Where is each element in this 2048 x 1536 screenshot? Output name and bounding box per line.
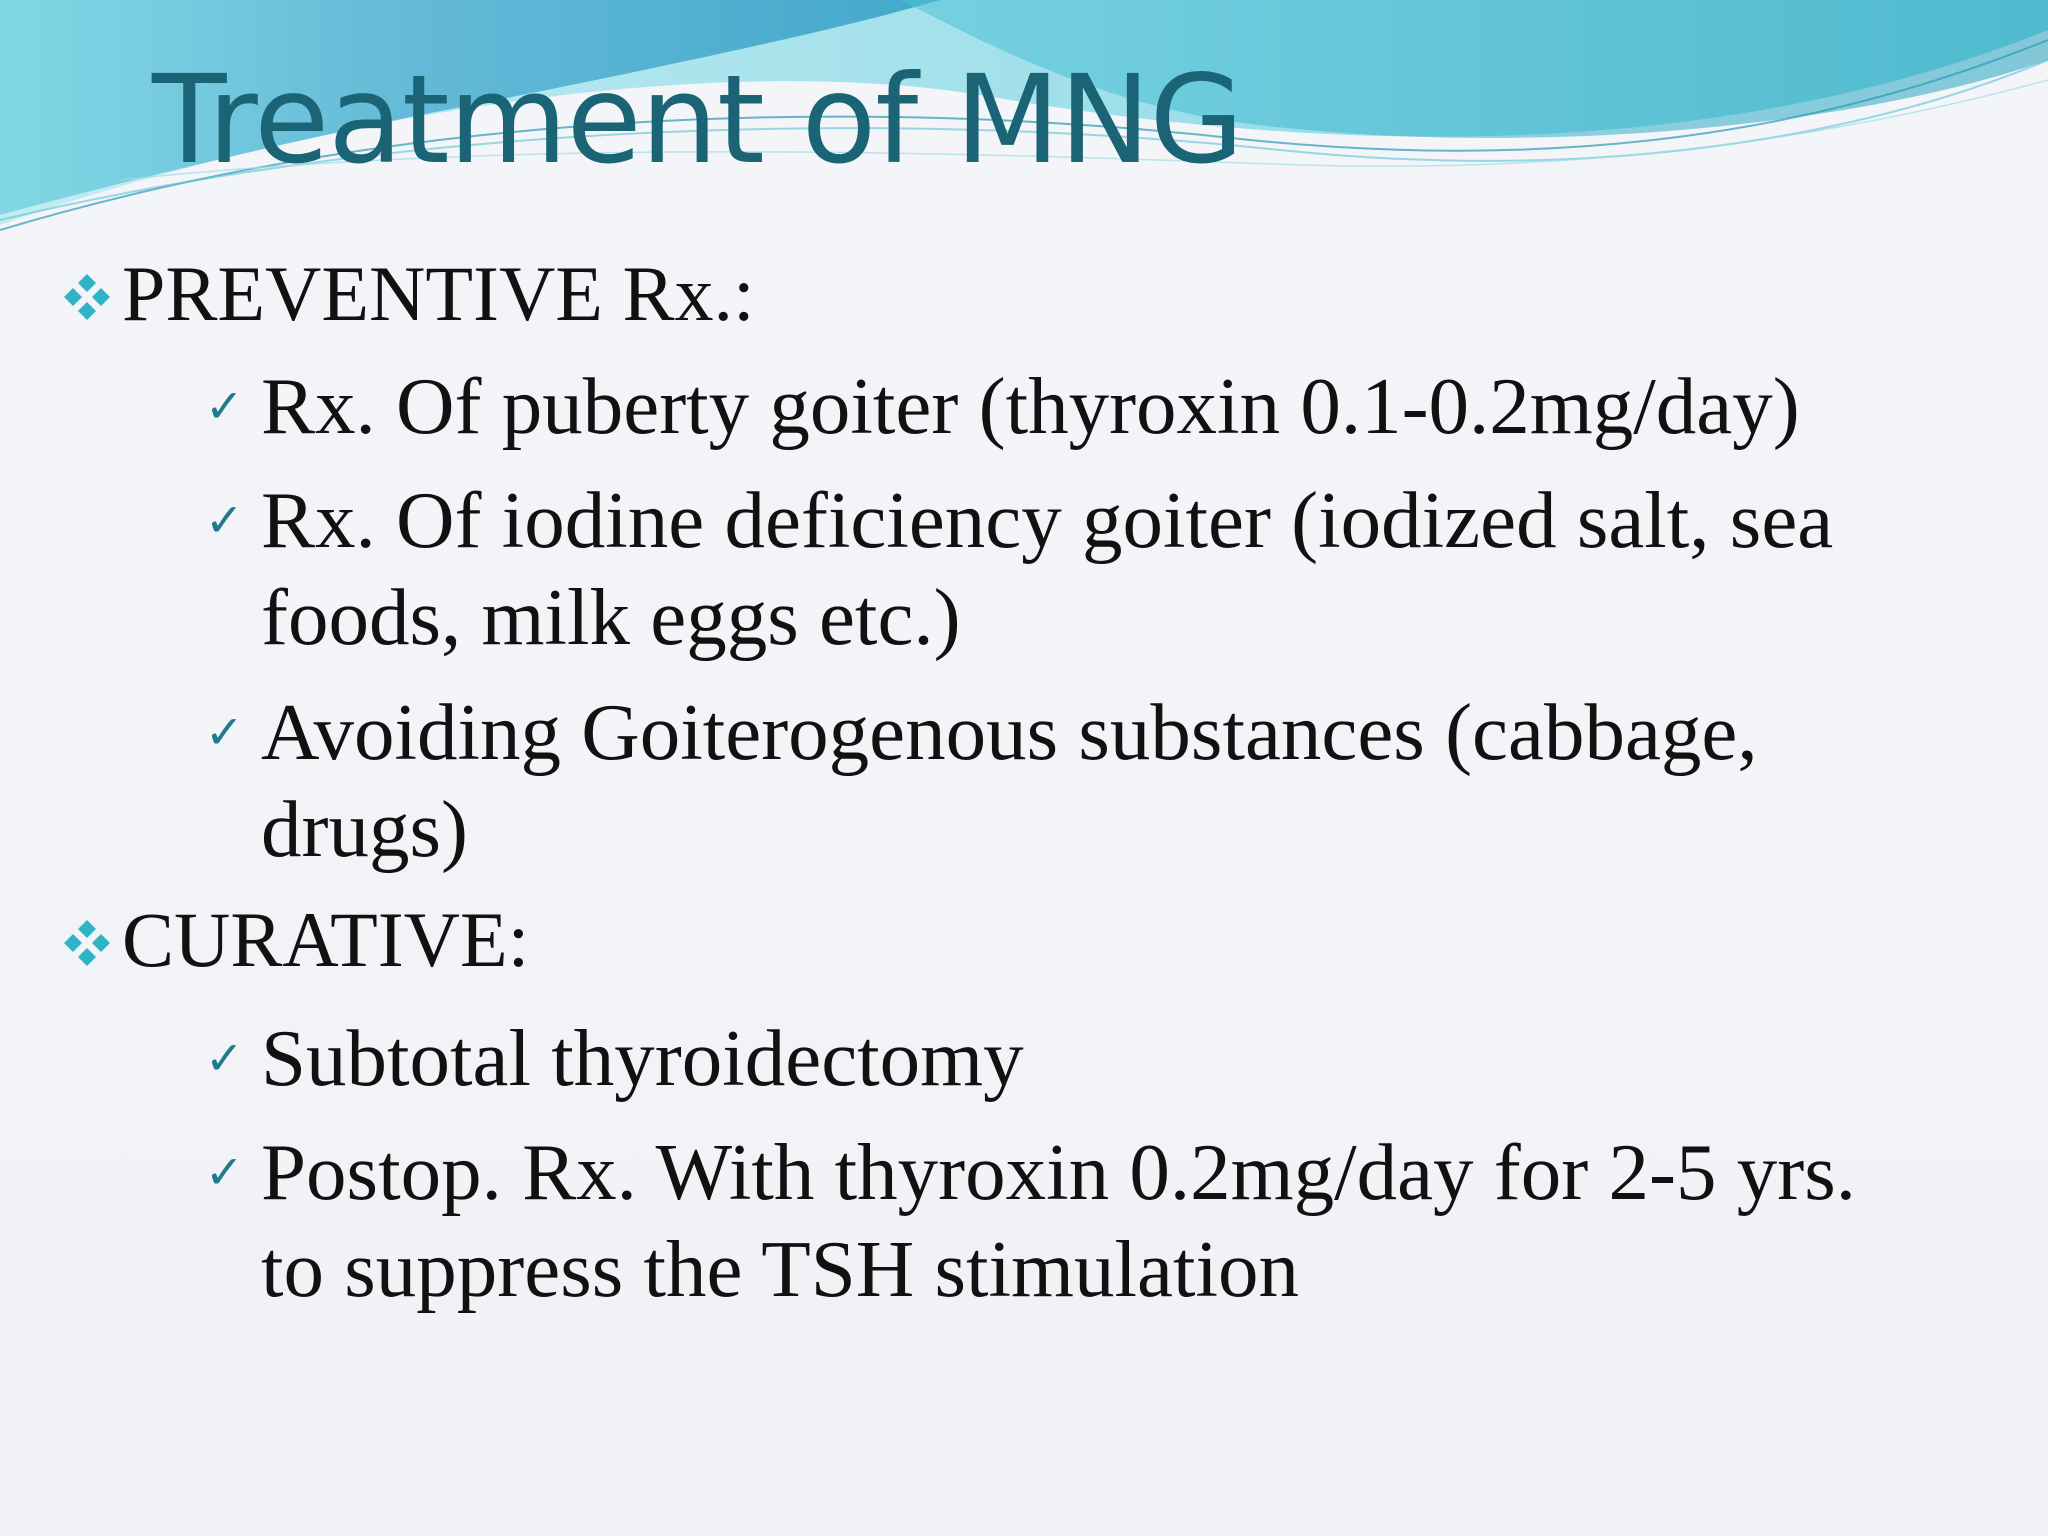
section-heading-text: PREVENTIVE Rx.: [122,250,755,337]
section-heading-preventive [60,246,755,342]
list-item [205,1010,1925,1107]
section-heading-text: CURATIVE: [122,896,530,983]
list-item-text: Subtotal thyroidectomy [261,1013,1024,1103]
check-icon: ✓ [205,705,244,759]
list-item [205,684,1925,878]
section-heading-curative [60,892,529,988]
list-item-text: Avoiding Goiterogenous substances (cabbage, drugs) [261,687,1758,874]
check-icon: ✓ [205,379,244,433]
diamond-dots-icon [60,250,114,304]
list-item [205,358,1925,455]
check-icon: ✓ [205,493,244,547]
diamond-dots-icon [60,896,114,950]
list-item-text: Postop. Rx. With thyroxin 0.2mg/day for 2-5 yrs. to suppress the TSH stimulation [261,1127,1856,1314]
slide-title: Treatment of MNG [152,49,1243,191]
list-item [205,1124,1925,1318]
check-icon: ✓ [205,1031,244,1085]
list-item-text: Rx. Of puberty goiter (thyroxin 0.1-0.2mg/day) [261,361,1800,451]
check-icon: ✓ [205,1145,244,1199]
list-item-text: Rx. Of iodine deficiency goiter (iodized salt, sea foods, milk eggs etc.) [261,475,1834,662]
list-item [205,472,1925,666]
